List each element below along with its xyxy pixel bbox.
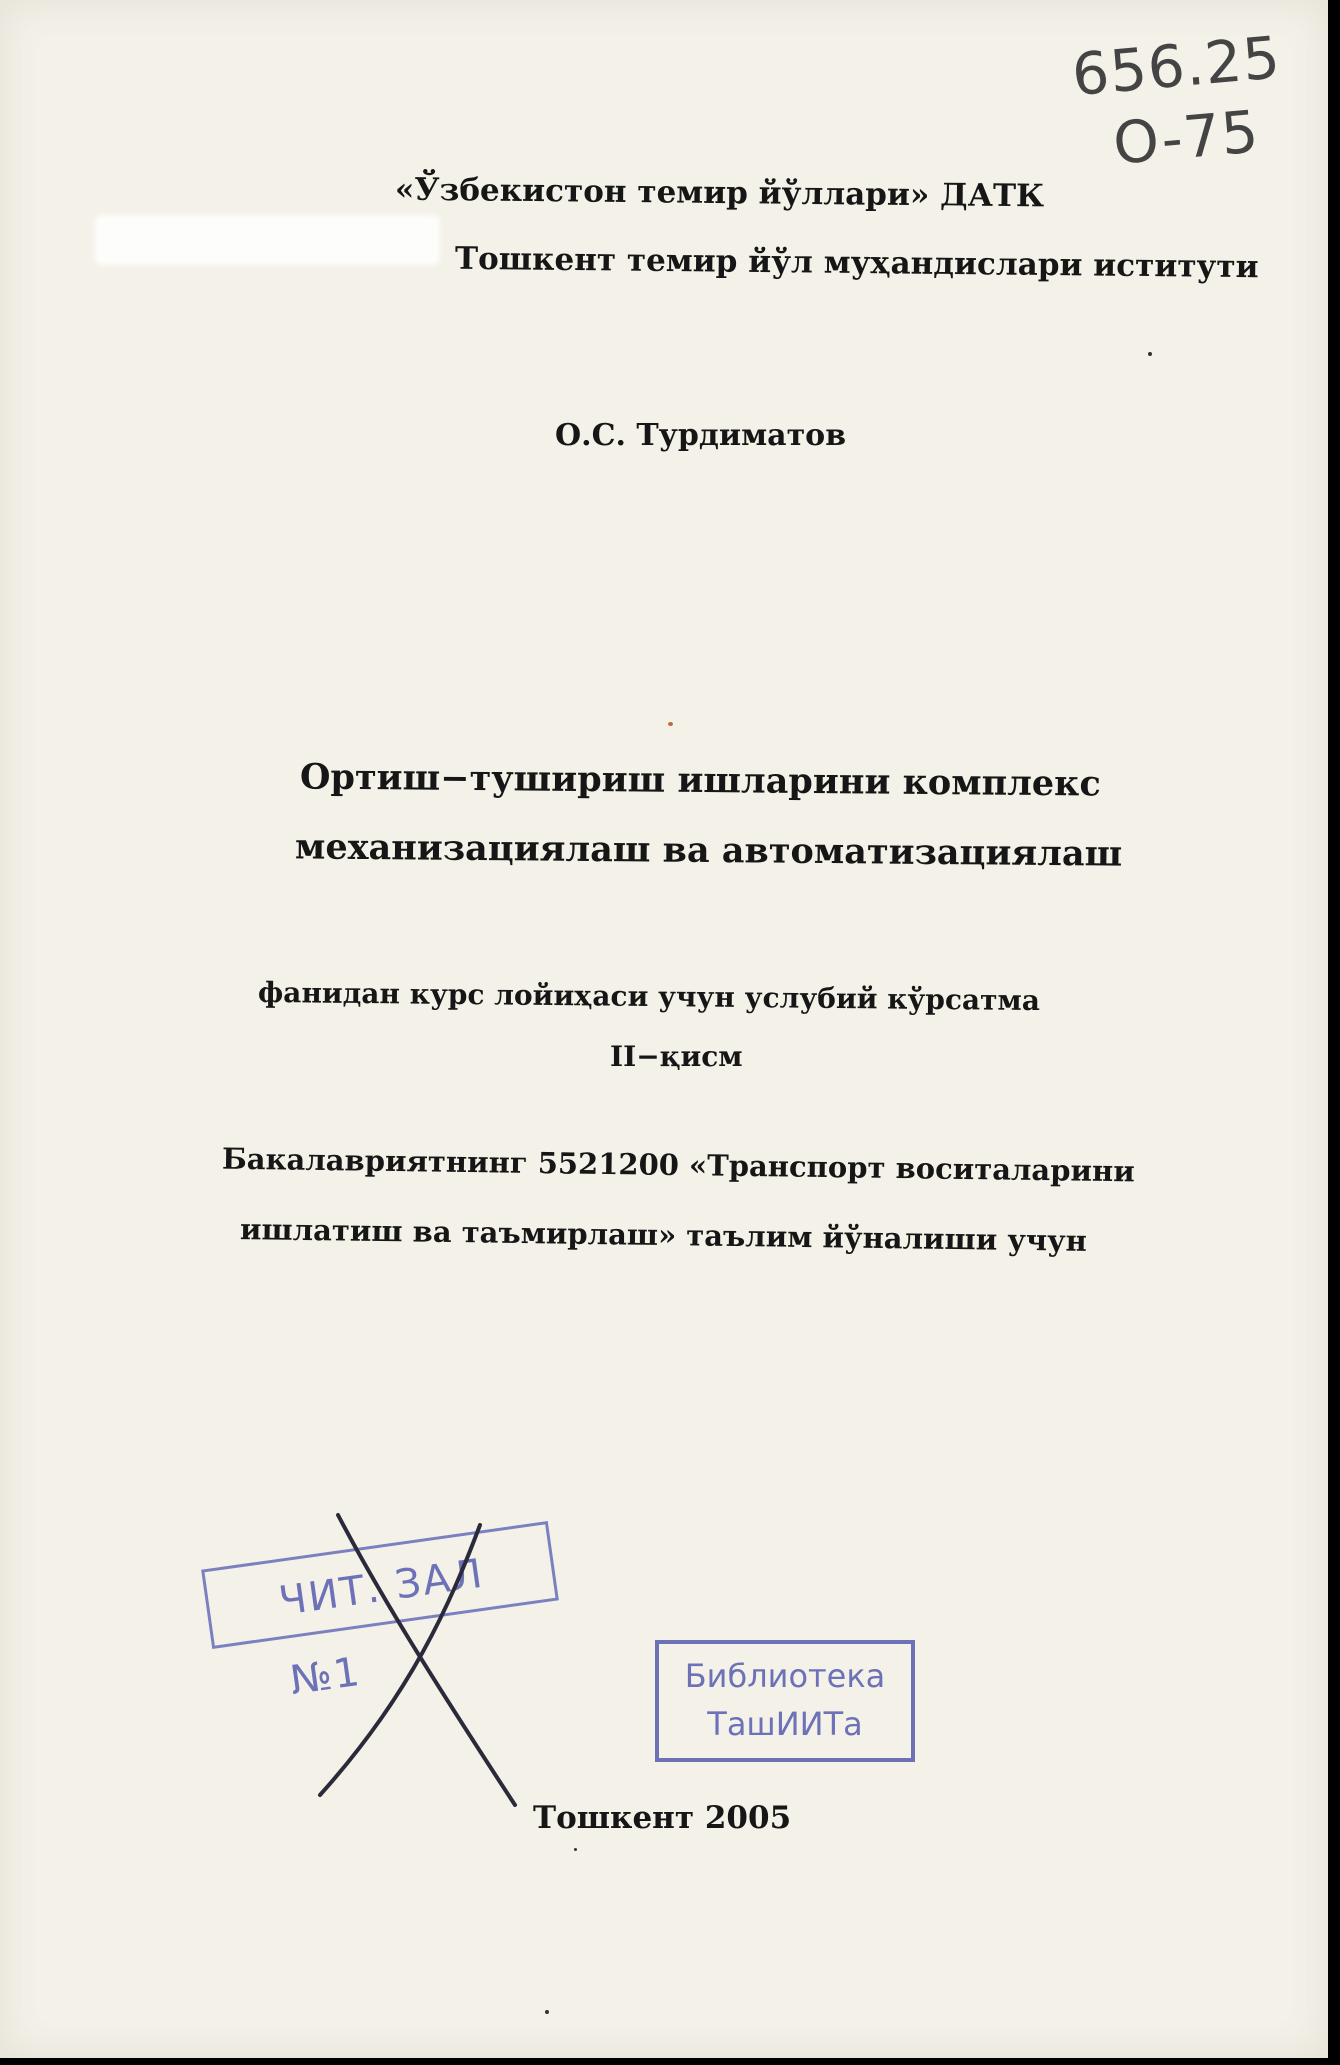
dust-speck: [1148, 352, 1152, 356]
handwritten-line-2: O-75: [1110, 97, 1262, 178]
dust-speck: [574, 1848, 577, 1851]
redaction-patch: [95, 215, 440, 265]
author-name: О.С. Турдиматов: [555, 418, 847, 453]
library-stamp: [655, 1640, 915, 1762]
title-line-1: Ортиш−тушириш ишларини комплекс: [299, 756, 1101, 805]
city-year: Тошкент 2005: [533, 1800, 792, 1836]
cross-out-mark: [300, 1505, 560, 1825]
handwritten-line-1: 656.25: [1069, 23, 1284, 110]
subtitle-line-1: фанидан курс лойиҳаси учун услубий кўрсатма: [257, 975, 1041, 1018]
title-line-2: механизациялаш ва автоматизациялаш: [294, 826, 1123, 875]
handwritten-shelf-mark: [1069, 21, 1290, 183]
reading-room-stamp: ЧИТ. ЗАЛ №1: [201, 1521, 559, 1649]
library-stamp-line-2: ТашИИТа: [707, 1705, 863, 1743]
dust-speck: [545, 2010, 549, 2014]
institute-name: Тошкент темир йўл муҳандислари иститути: [454, 240, 1259, 286]
library-stamp-line-1: Библиотека: [684, 1657, 886, 1695]
degree-line-1: Бакалавриятнинг 5521200 «Транспорт воситаларини: [221, 1141, 1135, 1189]
part-number: II−қисм: [610, 1040, 743, 1073]
dust-speck: [668, 722, 673, 726]
degree-line-2: ишлатиш ва таъмирлаш» таълим йўналиши учун: [239, 1212, 1088, 1258]
organization-name: «Ўзбекистон темир йўллари» ДАТК: [394, 171, 1045, 215]
